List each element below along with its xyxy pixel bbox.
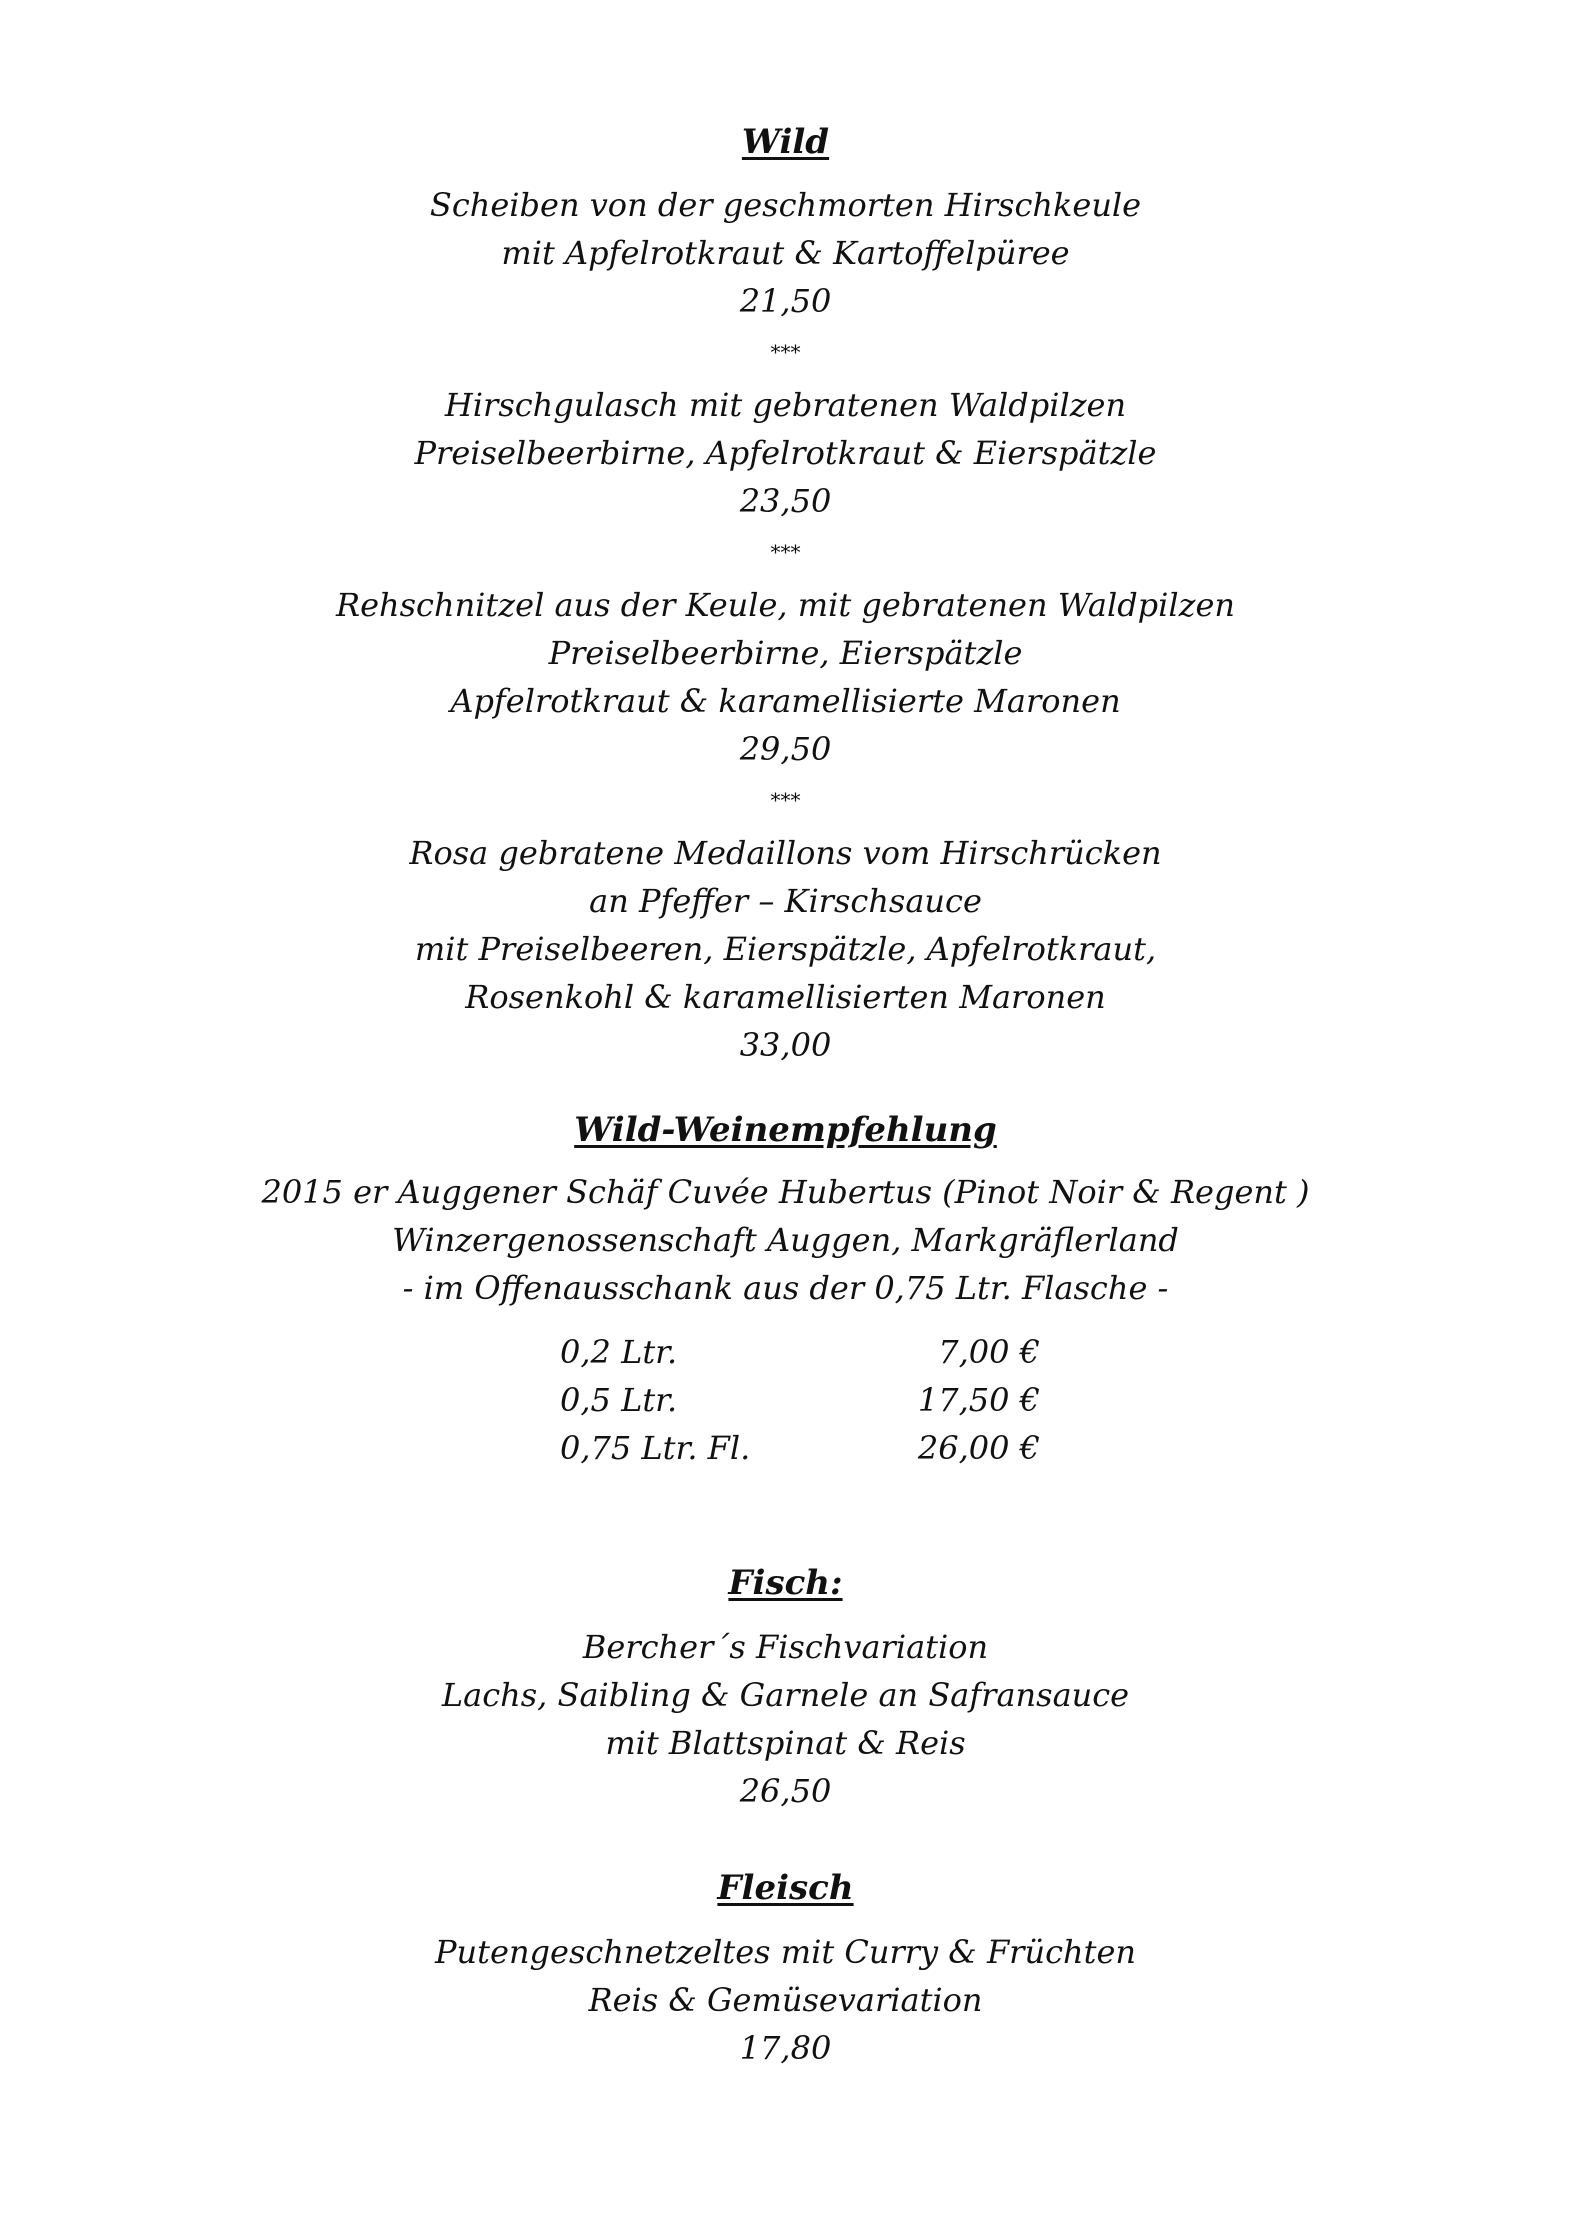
fisch-heading: Fisch:	[728, 1563, 843, 1603]
wild-dish1-price: 21,50	[739, 282, 832, 320]
wine-line2: Winzergenossenschaft Auggen, Markgräflerland	[392, 1221, 1179, 1259]
wine-size: 0,5 Ltr.	[560, 1381, 678, 1419]
fisch-line1: Bercher´s Fischvariation	[582, 1628, 989, 1666]
wild-dish4-line1: Rosa gebratene Medaillons vom Hirschrücken	[409, 834, 1162, 872]
wine-line1: 2015 er Auggener Schäf Cuvée Hubertus (Pinot Noir & Regent )	[261, 1173, 1310, 1211]
wild-separator-2: ***	[770, 540, 801, 564]
wine-line3: - im Offenausschank aus der 0,75 Ltr. Flasche -	[402, 1269, 1169, 1307]
fisch-price: 26,50	[739, 1772, 832, 1810]
fleisch-heading: Fleisch	[717, 1868, 854, 1908]
wine-price-row	[560, 1332, 1040, 1380]
wine-price-table	[560, 1332, 1040, 1476]
wild-dish2-price: 23,50	[739, 482, 832, 520]
wild-dish4-price: 33,00	[739, 1026, 832, 1064]
wild-dish2-line1: Hirschgulasch mit gebratenen Waldpilzen	[444, 386, 1127, 424]
wild-dish3-line3: Apfelrotkraut & karamellisierte Maronen	[450, 682, 1121, 720]
wild-dish1-line2: mit Apfelrotkraut & Kartoffelpüree	[501, 234, 1070, 272]
wild-separator-3: ***	[770, 788, 801, 812]
fleisch-price: 17,80	[739, 2029, 832, 2067]
wild-dish3-line1: Rehschnitzel aus der Keule, mit gebratenen Waldpilzen	[335, 586, 1236, 624]
wild-dish4-line2: an Pfeffer – Kirschsauce	[589, 882, 982, 920]
fisch-line2: Lachs, Saibling & Garnele an Safransauce	[441, 1676, 1130, 1714]
wine-price-row	[560, 1380, 1040, 1428]
wine-price-row	[560, 1428, 1040, 1476]
wine-price: 7,00 €	[938, 1333, 1040, 1371]
fisch-line3: mit Blattspinat & Reis	[605, 1724, 966, 1762]
wild-dish4-line4: Rosenkohl & karamellisierten Maronen	[465, 978, 1106, 1016]
wine-price: 26,00 €	[917, 1429, 1040, 1467]
wild-heading: Wild	[741, 122, 830, 162]
wild-dish4-line3: mit Preiselbeeren, Eierspätzle, Apfelrotkraut,	[414, 930, 1157, 968]
wild-dish3-line2: Preiselbeerbirne, Eierspätzle	[548, 634, 1023, 672]
wine-price: 17,50 €	[917, 1381, 1040, 1419]
wine-size: 0,2 Ltr.	[560, 1333, 678, 1371]
fleisch-line2: Reis & Gemüsevariation	[588, 1981, 983, 2019]
wild-dish2-line2: Preiselbeerbirne, Apfelrotkraut & Eierspätzle	[414, 434, 1157, 472]
wild-dish1-line1: Scheiben von der geschmorten Hirschkeule	[429, 186, 1142, 224]
wild-separator-1: ***	[770, 340, 801, 364]
wine-heading: Wild-Weinempfehlung	[574, 1110, 997, 1150]
wine-size: 0,75 Ltr. Fl.	[560, 1429, 751, 1467]
wild-dish3-price: 29,50	[739, 730, 832, 768]
fleisch-line1: Putengeschnetzeltes mit Curry & Früchten	[435, 1933, 1136, 1971]
